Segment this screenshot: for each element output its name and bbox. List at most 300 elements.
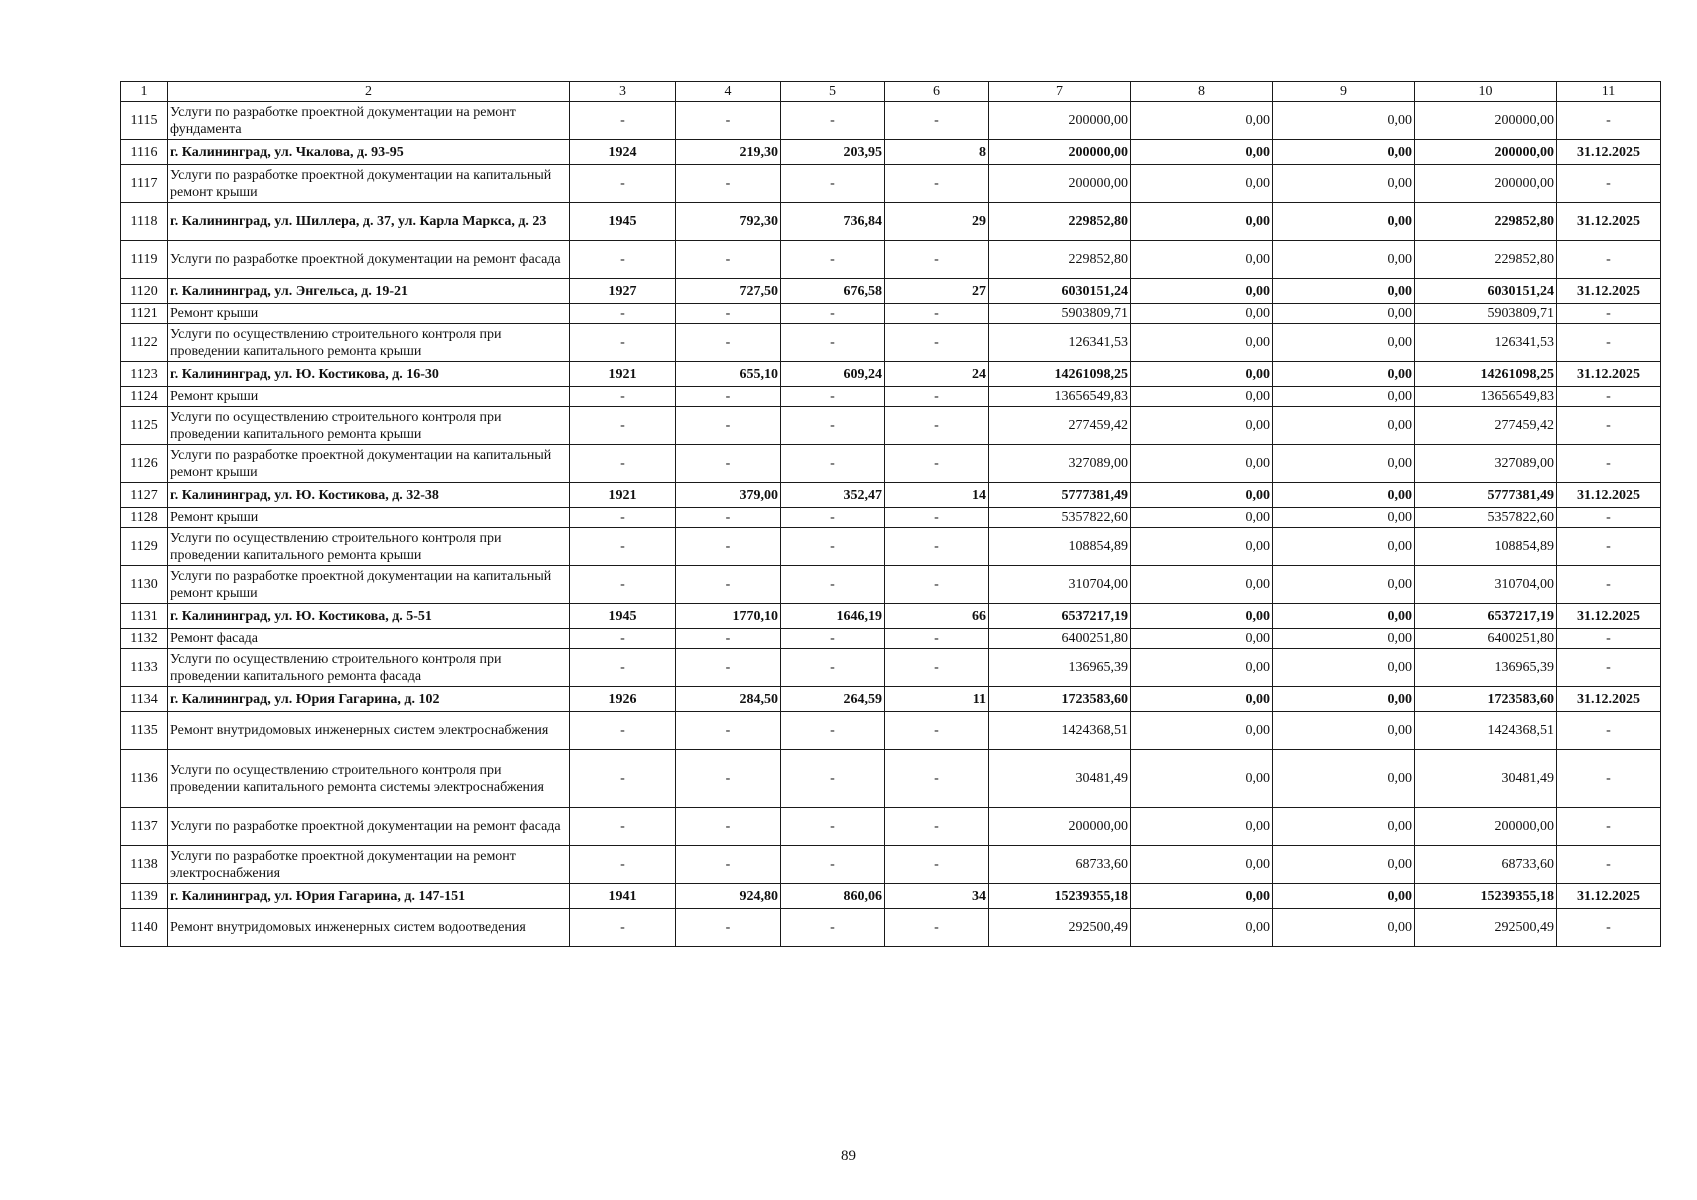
row-number-cell: 1134	[121, 687, 168, 712]
budget-cost-cell: 0,00	[1273, 203, 1415, 241]
work-name-cell: Ремонт фасада	[168, 629, 570, 649]
deadline-cell: 31.12.2025	[1557, 604, 1661, 629]
work-name-cell: г. Калининград, ул. Юрия Гагарина, д. 102	[168, 687, 570, 712]
fund-cost-cell: 0,00	[1131, 909, 1273, 947]
fund-cost-cell: 0,00	[1131, 445, 1273, 483]
living-area-cell: 203,95	[781, 140, 885, 165]
living-area-cell: -	[781, 102, 885, 140]
fund-cost-cell: 0,00	[1131, 362, 1273, 387]
budget-cost-cell: 0,00	[1273, 884, 1415, 909]
fund-cost-cell: 0,00	[1131, 165, 1273, 203]
owners-cost-cell: 310704,00	[1415, 566, 1557, 604]
work-name-cell: г. Калининград, ул. Ю. Костикова, д. 32-38	[168, 483, 570, 508]
deadline-cell: -	[1557, 387, 1661, 407]
total-area-cell: -	[676, 324, 781, 362]
address-row	[121, 483, 1661, 508]
address-row	[121, 604, 1661, 629]
owners-cost-cell: 108854,89	[1415, 528, 1557, 566]
fund-cost-cell: 0,00	[1131, 629, 1273, 649]
deadline-cell: 31.12.2025	[1557, 687, 1661, 712]
total-cost-cell: 310704,00	[989, 566, 1131, 604]
work-row	[121, 445, 1661, 483]
row-number-cell: 1125	[121, 407, 168, 445]
residents-cell: 29	[885, 203, 989, 241]
deadline-cell: 31.12.2025	[1557, 140, 1661, 165]
total-area-cell: 792,30	[676, 203, 781, 241]
year-cell: -	[570, 165, 676, 203]
fund-cost-cell: 0,00	[1131, 407, 1273, 445]
total-cost-cell: 200000,00	[989, 808, 1131, 846]
total-area-cell: -	[676, 629, 781, 649]
row-number-cell: 1115	[121, 102, 168, 140]
deadline-cell: -	[1557, 846, 1661, 884]
header-cell: 9	[1273, 82, 1415, 102]
fund-cost-cell: 0,00	[1131, 528, 1273, 566]
deadline-cell: -	[1557, 566, 1661, 604]
work-name-cell: г. Калининград, ул. Ю. Костикова, д. 16-30	[168, 362, 570, 387]
work-name-cell: г. Калининград, ул. Шиллера, д. 37, ул. Карла Маркса, д. 23	[168, 203, 570, 241]
address-row	[121, 362, 1661, 387]
year-cell: -	[570, 629, 676, 649]
row-number-cell: 1131	[121, 604, 168, 629]
table-body	[121, 102, 1661, 947]
fund-cost-cell: 0,00	[1131, 687, 1273, 712]
budget-cost-cell: 0,00	[1273, 712, 1415, 750]
row-number-cell: 1123	[121, 362, 168, 387]
work-name-cell: г. Калининград, ул. Чкалова, д. 93-95	[168, 140, 570, 165]
living-area-cell: -	[781, 165, 885, 203]
total-area-cell: 1770,10	[676, 604, 781, 629]
year-cell: 1921	[570, 362, 676, 387]
total-area-cell: 655,10	[676, 362, 781, 387]
total-area-cell: -	[676, 750, 781, 808]
deadline-cell: -	[1557, 750, 1661, 808]
total-cost-cell: 15239355,18	[989, 884, 1131, 909]
residents-cell: -	[885, 324, 989, 362]
residents-cell: 66	[885, 604, 989, 629]
fund-cost-cell: 0,00	[1131, 846, 1273, 884]
work-name-cell: Ремонт внутридомовых инженерных систем электроснабжения	[168, 712, 570, 750]
total-area-cell: -	[676, 445, 781, 483]
deadline-cell: -	[1557, 528, 1661, 566]
budget-cost-cell: 0,00	[1273, 140, 1415, 165]
row-number-cell: 1127	[121, 483, 168, 508]
budget-cost-cell: 0,00	[1273, 102, 1415, 140]
row-number-cell: 1128	[121, 508, 168, 528]
total-cost-cell: 5903809,71	[989, 304, 1131, 324]
owners-cost-cell: 292500,49	[1415, 909, 1557, 947]
year-cell: 1945	[570, 604, 676, 629]
total-area-cell: 219,30	[676, 140, 781, 165]
work-row	[121, 909, 1661, 947]
header-cell: 5	[781, 82, 885, 102]
living-area-cell: -	[781, 649, 885, 687]
total-cost-cell: 68733,60	[989, 846, 1131, 884]
living-area-cell: -	[781, 508, 885, 528]
residents-cell: 24	[885, 362, 989, 387]
fund-cost-cell: 0,00	[1131, 203, 1273, 241]
living-area-cell: -	[781, 241, 885, 279]
owners-cost-cell: 15239355,18	[1415, 884, 1557, 909]
year-cell: -	[570, 750, 676, 808]
deadline-cell: 31.12.2025	[1557, 884, 1661, 909]
total-area-cell: -	[676, 649, 781, 687]
owners-cost-cell: 6400251,80	[1415, 629, 1557, 649]
owners-cost-cell: 200000,00	[1415, 140, 1557, 165]
deadline-cell: -	[1557, 102, 1661, 140]
work-row	[121, 241, 1661, 279]
work-row	[121, 102, 1661, 140]
deadline-cell: -	[1557, 508, 1661, 528]
header-cell: 4	[676, 82, 781, 102]
row-number-cell: 1130	[121, 566, 168, 604]
owners-cost-cell: 13656549,83	[1415, 387, 1557, 407]
row-number-cell: 1120	[121, 279, 168, 304]
total-area-cell: -	[676, 387, 781, 407]
fund-cost-cell: 0,00	[1131, 140, 1273, 165]
work-name-cell: Ремонт крыши	[168, 304, 570, 324]
year-cell: -	[570, 387, 676, 407]
work-name-cell: г. Калининград, ул. Юрия Гагарина, д. 147-151	[168, 884, 570, 909]
residents-cell: -	[885, 649, 989, 687]
budget-cost-cell: 0,00	[1273, 304, 1415, 324]
work-row	[121, 324, 1661, 362]
year-cell: 1927	[570, 279, 676, 304]
total-area-cell: -	[676, 909, 781, 947]
total-cost-cell: 1723583,60	[989, 687, 1131, 712]
work-name-cell: Услуги по осуществлению строительного контроля при проведении капитального ремонта крыши	[168, 324, 570, 362]
fund-cost-cell: 0,00	[1131, 566, 1273, 604]
deadline-cell: -	[1557, 808, 1661, 846]
total-cost-cell: 277459,42	[989, 407, 1131, 445]
total-area-cell: -	[676, 566, 781, 604]
total-area-cell: 379,00	[676, 483, 781, 508]
work-name-cell: Услуги по разработке проектной документации на капитальный ремонт крыши	[168, 165, 570, 203]
row-number-cell: 1129	[121, 528, 168, 566]
budget-cost-cell: 0,00	[1273, 387, 1415, 407]
total-cost-cell: 136965,39	[989, 649, 1131, 687]
fund-cost-cell: 0,00	[1131, 508, 1273, 528]
work-row	[121, 629, 1661, 649]
year-cell: -	[570, 102, 676, 140]
owners-cost-cell: 229852,80	[1415, 241, 1557, 279]
total-cost-cell: 13656549,83	[989, 387, 1131, 407]
year-cell: 1945	[570, 203, 676, 241]
total-cost-cell: 229852,80	[989, 203, 1131, 241]
page-number: 89	[841, 1148, 856, 1164]
living-area-cell: -	[781, 304, 885, 324]
budget-cost-cell: 0,00	[1273, 566, 1415, 604]
deadline-cell: -	[1557, 445, 1661, 483]
budget-cost-cell: 0,00	[1273, 241, 1415, 279]
total-cost-cell: 126341,53	[989, 324, 1131, 362]
living-area-cell: -	[781, 750, 885, 808]
residents-cell: 34	[885, 884, 989, 909]
year-cell: 1924	[570, 140, 676, 165]
fund-cost-cell: 0,00	[1131, 604, 1273, 629]
total-area-cell: 924,80	[676, 884, 781, 909]
total-cost-cell: 108854,89	[989, 528, 1131, 566]
fund-cost-cell: 0,00	[1131, 750, 1273, 808]
owners-cost-cell: 6030151,24	[1415, 279, 1557, 304]
owners-cost-cell: 5357822,60	[1415, 508, 1557, 528]
year-cell: -	[570, 304, 676, 324]
living-area-cell: 736,84	[781, 203, 885, 241]
total-cost-cell: 6030151,24	[989, 279, 1131, 304]
total-cost-cell: 200000,00	[989, 140, 1131, 165]
row-number-cell: 1126	[121, 445, 168, 483]
deadline-cell: 31.12.2025	[1557, 362, 1661, 387]
total-cost-cell: 14261098,25	[989, 362, 1131, 387]
deadline-cell: -	[1557, 165, 1661, 203]
owners-cost-cell: 126341,53	[1415, 324, 1557, 362]
year-cell: -	[570, 566, 676, 604]
work-name-cell: Услуги по осуществлению строительного контроля при проведении капитального ремонта крыши	[168, 528, 570, 566]
living-area-cell: 676,58	[781, 279, 885, 304]
total-area-cell: -	[676, 304, 781, 324]
header-cell: 2	[168, 82, 570, 102]
owners-cost-cell: 229852,80	[1415, 203, 1557, 241]
residents-cell: -	[885, 304, 989, 324]
fund-cost-cell: 0,00	[1131, 279, 1273, 304]
year-cell: 1926	[570, 687, 676, 712]
total-area-cell: -	[676, 407, 781, 445]
work-row	[121, 528, 1661, 566]
work-name-cell: Услуги по разработке проектной документации на ремонт фасада	[168, 808, 570, 846]
work-row	[121, 649, 1661, 687]
residents-cell: -	[885, 407, 989, 445]
row-number-cell: 1135	[121, 712, 168, 750]
owners-cost-cell: 277459,42	[1415, 407, 1557, 445]
fund-cost-cell: 0,00	[1131, 884, 1273, 909]
year-cell: 1941	[570, 884, 676, 909]
row-number-cell: 1140	[121, 909, 168, 947]
total-area-cell: 284,50	[676, 687, 781, 712]
total-cost-cell: 5357822,60	[989, 508, 1131, 528]
residents-cell: -	[885, 528, 989, 566]
budget-cost-cell: 0,00	[1273, 407, 1415, 445]
living-area-cell: -	[781, 445, 885, 483]
budget-cost-cell: 0,00	[1273, 165, 1415, 203]
work-row	[121, 750, 1661, 808]
year-cell: -	[570, 445, 676, 483]
header-cell: 10	[1415, 82, 1557, 102]
residents-cell: 14	[885, 483, 989, 508]
deadline-cell: 31.12.2025	[1557, 203, 1661, 241]
work-name-cell: г. Калининград, ул. Ю. Костикова, д. 5-51	[168, 604, 570, 629]
owners-cost-cell: 136965,39	[1415, 649, 1557, 687]
column-number-row	[121, 82, 1661, 102]
residents-cell: -	[885, 102, 989, 140]
total-area-cell: 727,50	[676, 279, 781, 304]
address-row	[121, 203, 1661, 241]
work-name-cell: Ремонт крыши	[168, 508, 570, 528]
deadline-cell: -	[1557, 304, 1661, 324]
work-name-cell: Ремонт крыши	[168, 387, 570, 407]
work-row	[121, 566, 1661, 604]
work-name-cell: Услуги по разработке проектной документации на ремонт электроснабжения	[168, 846, 570, 884]
fund-cost-cell: 0,00	[1131, 808, 1273, 846]
owners-cost-cell: 6537217,19	[1415, 604, 1557, 629]
fund-cost-cell: 0,00	[1131, 102, 1273, 140]
row-number-cell: 1139	[121, 884, 168, 909]
work-name-cell: г. Калининград, ул. Энгельса, д. 19-21	[168, 279, 570, 304]
living-area-cell: 264,59	[781, 687, 885, 712]
fund-cost-cell: 0,00	[1131, 387, 1273, 407]
year-cell: 1921	[570, 483, 676, 508]
budget-cost-cell: 0,00	[1273, 604, 1415, 629]
fund-cost-cell: 0,00	[1131, 304, 1273, 324]
total-area-cell: -	[676, 808, 781, 846]
total-cost-cell: 327089,00	[989, 445, 1131, 483]
owners-cost-cell: 5777381,49	[1415, 483, 1557, 508]
residents-cell: -	[885, 629, 989, 649]
residents-cell: 8	[885, 140, 989, 165]
total-area-cell: -	[676, 528, 781, 566]
work-row	[121, 304, 1661, 324]
living-area-cell: 860,06	[781, 884, 885, 909]
residents-cell: -	[885, 387, 989, 407]
year-cell: -	[570, 407, 676, 445]
living-area-cell: -	[781, 387, 885, 407]
living-area-cell: 1646,19	[781, 604, 885, 629]
residents-cell: 11	[885, 687, 989, 712]
budget-cost-cell: 0,00	[1273, 324, 1415, 362]
total-area-cell: -	[676, 846, 781, 884]
total-cost-cell: 229852,80	[989, 241, 1131, 279]
living-area-cell: -	[781, 712, 885, 750]
total-cost-cell: 6400251,80	[989, 629, 1131, 649]
living-area-cell: -	[781, 846, 885, 884]
header-cell: 1	[121, 82, 168, 102]
work-name-cell: Услуги по осуществлению строительного контроля при проведении капитального ремонта системы электроснабжения	[168, 750, 570, 808]
deadline-cell: -	[1557, 909, 1661, 947]
deadline-cell: -	[1557, 241, 1661, 279]
total-area-cell: -	[676, 165, 781, 203]
year-cell: -	[570, 712, 676, 750]
row-number-cell: 1116	[121, 140, 168, 165]
residents-cell: -	[885, 712, 989, 750]
budget-cost-cell: 0,00	[1273, 750, 1415, 808]
owners-cost-cell: 200000,00	[1415, 165, 1557, 203]
address-row	[121, 140, 1661, 165]
deadline-cell: -	[1557, 649, 1661, 687]
row-number-cell: 1118	[121, 203, 168, 241]
owners-cost-cell: 200000,00	[1415, 102, 1557, 140]
work-name-cell: Услуги по разработке проектной документации на ремонт фасада	[168, 241, 570, 279]
residents-cell: -	[885, 846, 989, 884]
header-cell: 7	[989, 82, 1131, 102]
address-row	[121, 279, 1661, 304]
owners-cost-cell: 200000,00	[1415, 808, 1557, 846]
year-cell: -	[570, 808, 676, 846]
deadline-cell: -	[1557, 712, 1661, 750]
residents-cell: -	[885, 909, 989, 947]
work-name-cell: Услуги по осуществлению строительного контроля при проведении капитального ремонта фасада	[168, 649, 570, 687]
row-number-cell: 1124	[121, 387, 168, 407]
budget-cost-cell: 0,00	[1273, 909, 1415, 947]
work-name-cell: Услуги по разработке проектной документации на ремонт фундамента	[168, 102, 570, 140]
owners-cost-cell: 1723583,60	[1415, 687, 1557, 712]
row-number-cell: 1132	[121, 629, 168, 649]
budget-cost-cell: 0,00	[1273, 445, 1415, 483]
work-row	[121, 407, 1661, 445]
row-number-cell: 1133	[121, 649, 168, 687]
residents-cell: -	[885, 241, 989, 279]
living-area-cell: 609,24	[781, 362, 885, 387]
residents-cell: -	[885, 566, 989, 604]
total-area-cell: -	[676, 241, 781, 279]
address-row	[121, 884, 1661, 909]
owners-cost-cell: 327089,00	[1415, 445, 1557, 483]
total-cost-cell: 1424368,51	[989, 712, 1131, 750]
deadline-cell: 31.12.2025	[1557, 483, 1661, 508]
total-cost-cell: 6537217,19	[989, 604, 1131, 629]
owners-cost-cell: 5903809,71	[1415, 304, 1557, 324]
row-number-cell: 1137	[121, 808, 168, 846]
owners-cost-cell: 68733,60	[1415, 846, 1557, 884]
row-number-cell: 1121	[121, 304, 168, 324]
deadline-cell: -	[1557, 407, 1661, 445]
fund-cost-cell: 0,00	[1131, 483, 1273, 508]
owners-cost-cell: 1424368,51	[1415, 712, 1557, 750]
row-number-cell: 1136	[121, 750, 168, 808]
residents-cell: -	[885, 808, 989, 846]
budget-cost-cell: 0,00	[1273, 362, 1415, 387]
total-cost-cell: 200000,00	[989, 165, 1131, 203]
total-area-cell: -	[676, 102, 781, 140]
fund-cost-cell: 0,00	[1131, 712, 1273, 750]
residents-cell: -	[885, 508, 989, 528]
budget-cost-cell: 0,00	[1273, 528, 1415, 566]
residents-cell: -	[885, 165, 989, 203]
repair-program-table	[120, 81, 1661, 947]
total-cost-cell: 200000,00	[989, 102, 1131, 140]
header-cell: 3	[570, 82, 676, 102]
work-row	[121, 508, 1661, 528]
row-number-cell: 1119	[121, 241, 168, 279]
row-number-cell: 1122	[121, 324, 168, 362]
budget-cost-cell: 0,00	[1273, 629, 1415, 649]
living-area-cell: -	[781, 808, 885, 846]
year-cell: -	[570, 909, 676, 947]
residents-cell: -	[885, 445, 989, 483]
row-number-cell: 1117	[121, 165, 168, 203]
budget-cost-cell: 0,00	[1273, 483, 1415, 508]
living-area-cell: 352,47	[781, 483, 885, 508]
work-row	[121, 712, 1661, 750]
work-name-cell: Услуги по разработке проектной документации на капитальный ремонт крыши	[168, 566, 570, 604]
living-area-cell: -	[781, 407, 885, 445]
year-cell: -	[570, 508, 676, 528]
header-cell: 11	[1557, 82, 1661, 102]
header-cell: 6	[885, 82, 989, 102]
living-area-cell: -	[781, 909, 885, 947]
fund-cost-cell: 0,00	[1131, 241, 1273, 279]
year-cell: -	[570, 846, 676, 884]
residents-cell: -	[885, 750, 989, 808]
work-row	[121, 846, 1661, 884]
living-area-cell: -	[781, 528, 885, 566]
budget-cost-cell: 0,00	[1273, 649, 1415, 687]
total-area-cell: -	[676, 508, 781, 528]
budget-cost-cell: 0,00	[1273, 808, 1415, 846]
header-cell: 8	[1131, 82, 1273, 102]
fund-cost-cell: 0,00	[1131, 649, 1273, 687]
work-row	[121, 808, 1661, 846]
living-area-cell: -	[781, 324, 885, 362]
work-row	[121, 165, 1661, 203]
